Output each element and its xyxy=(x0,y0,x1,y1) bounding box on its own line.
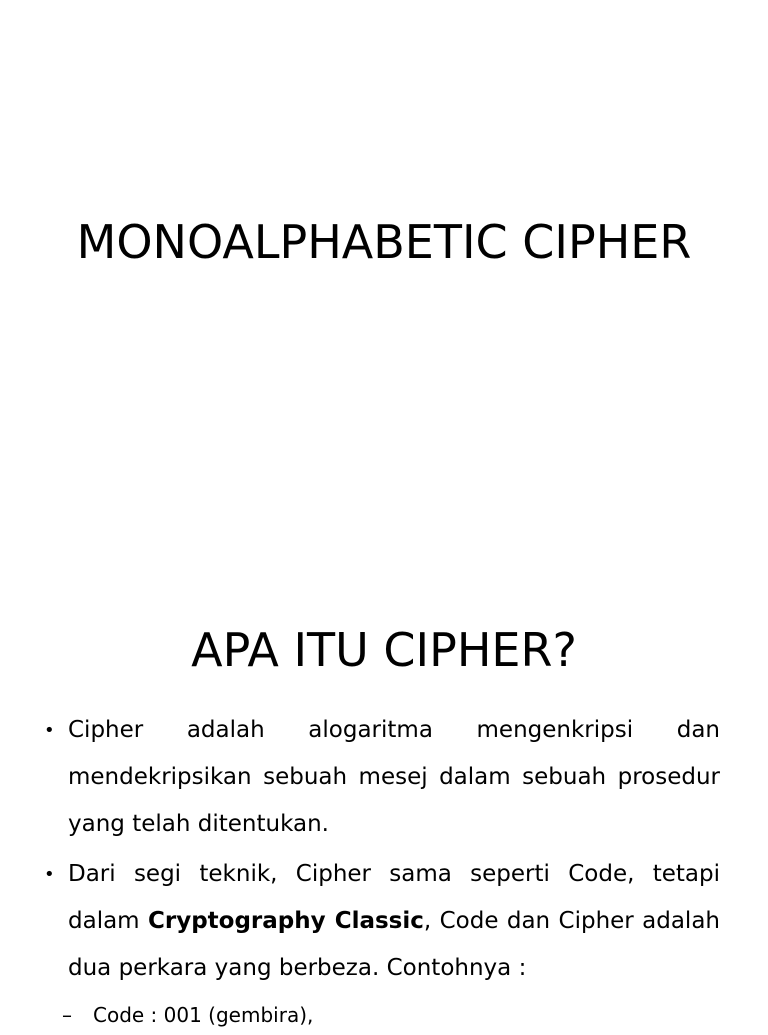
bullet-text: Dari segi teknik, Cipher sama seperti Code, tetapi dalam xyxy=(68,861,720,934)
slide-title: MONOALPHABETIC CIPHER xyxy=(76,215,692,269)
sub-bullet-text: Code : 001 (gembira), xyxy=(93,1003,314,1027)
bold-term: Cryptography Classic xyxy=(147,908,424,934)
bullet-text: Cipher adalah alogaritma mengenkripsi dan mendekripsikan sebuah mesej dalam sebuah prosedur yang telah ditentukan. xyxy=(68,717,720,837)
bullet-list xyxy=(0,707,768,1035)
dash-icon: – xyxy=(62,1003,72,1027)
bullet-item xyxy=(44,851,720,992)
bullet-item xyxy=(44,707,720,848)
sub-bullet-item xyxy=(62,995,720,1035)
bullet-dot-icon: • xyxy=(44,720,55,741)
bullet-dot-icon: • xyxy=(44,864,55,885)
bullet-text: , Code dan Cipher adalah dua perkara yang berbeza. Contohnya : xyxy=(68,908,720,981)
slide-title: APA ITU CIPHER? xyxy=(191,623,577,677)
